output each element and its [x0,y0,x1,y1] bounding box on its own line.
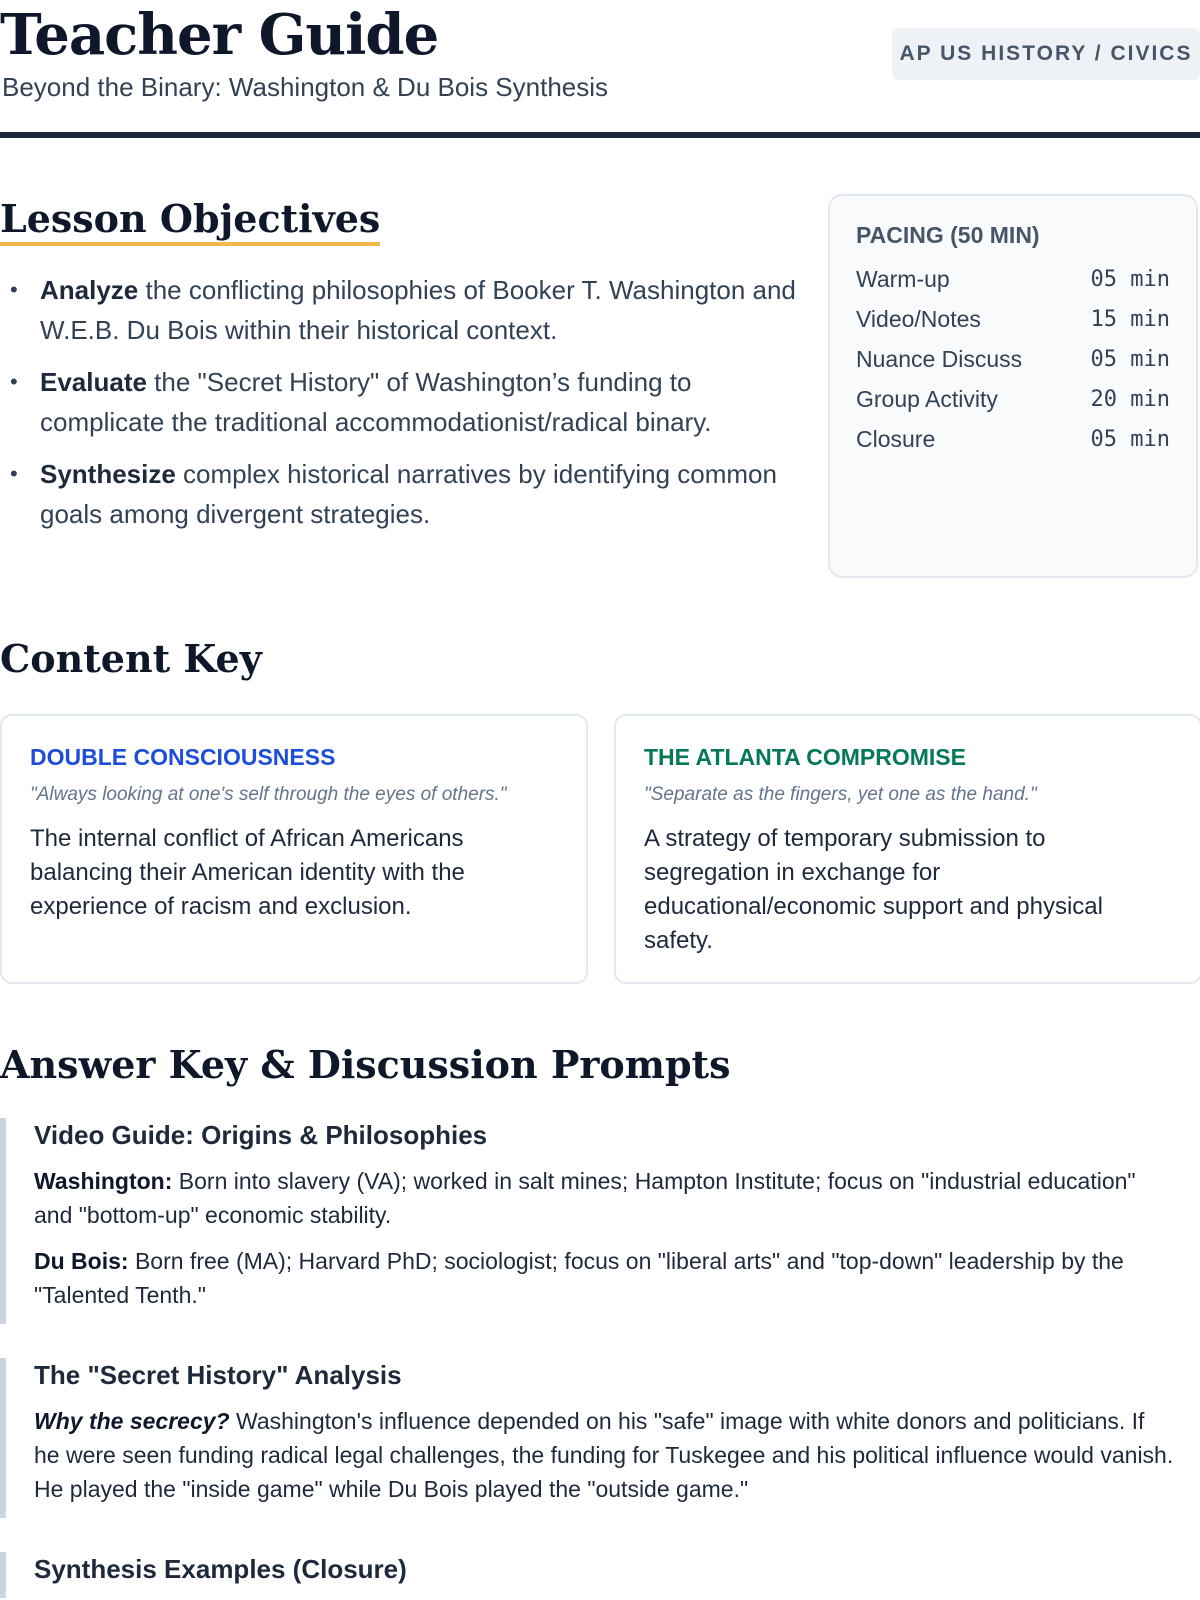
answer-block-title: Synthesis Examples (Closure) [34,1554,407,1584]
objective-item [0,454,800,534]
pacing-time: 05 min [1090,346,1170,372]
page-title: Teacher Guide [0,2,439,68]
answer-block-synthesis [0,1552,1200,1598]
answer-paragraph [34,1244,1200,1312]
concept-definition: A strategy of temporary submission to segregation in exchange for educational/economic support and physical safety. [644,825,1103,954]
objective-verb: Evaluate [40,367,147,397]
pacing-row [856,419,1170,459]
pacing-time: 05 min [1090,426,1170,452]
answer-text: Born free (MA); Harvard PhD; sociologist; focus on "liberal arts" and "top-down" leadership by the "Talented Tenth." [34,1248,1124,1308]
pacing-row [856,259,1170,299]
concept-title: THE ATLANTA COMPROMISE [644,744,966,770]
concept-card-double-consciousness [0,714,588,984]
pacing-title: PACING (50 MIN) [856,222,1040,248]
pacing-card [828,194,1198,578]
bullet-icon: • [10,277,18,302]
bullet-icon: • [10,461,18,486]
answer-key-heading: Answer Key & Discussion Prompts [0,1042,731,1087]
header-divider [0,132,1200,138]
pacing-row [856,299,1170,339]
concept-quote: "Always looking at one's self through the eyes of others." [30,784,507,805]
answer-lead: Why the secrecy? [34,1408,230,1434]
pacing-label: Warm-up [856,265,950,292]
answer-paragraph [34,1404,1200,1506]
concept-card-atlanta-compromise [614,714,1200,984]
objective-text: the conflicting philosophies of Booker T. Washington and W.E.B. Du Bois within their historical context. [40,275,796,345]
objective-item [0,270,800,350]
answer-text: Washington's influence depended on his "safe" image with white donors and politicians. If he were seen funding radical legal challenges, the funding for Tuskegee and his political influence would vanish. He played the "inside game" while Du Bois played the "outside game." [34,1408,1174,1502]
objective-verb: Synthesize [40,459,176,489]
objectives-heading: Lesson Objectives [0,196,380,246]
bullet-icon: • [10,369,18,394]
concept-definition: The internal conflict of African Americans balancing their American identity with the experience of racism and exclusion. [30,825,465,920]
answer-text: Born into slavery (VA); worked in salt mines; Hampton Institute; focus on "industrial education" and "bottom-up" economic stability. [34,1168,1136,1228]
pacing-label: Video/Notes [856,305,981,332]
answer-lead: Du Bois: [34,1248,129,1274]
answer-block-title: The "Secret History" Analysis [34,1360,402,1390]
answer-block-title: Video Guide: Origins & Philosophies [34,1120,488,1150]
pacing-label: Group Activity [856,385,998,412]
objective-text: the "Secret History" of Washington’s funding to complicate the traditional accommodationist/radical binary. [40,367,712,437]
course-badge: AP US HISTORY / CIVICS [892,28,1200,80]
concept-quote: "Separate as the fingers, yet one as the hand." [644,784,1037,805]
pacing-time: 05 min [1090,266,1170,292]
page-subtitle: Beyond the Binary: Washington & Du Bois Synthesis [2,72,609,102]
answer-block-video-guide [0,1118,1200,1324]
content-key-heading: Content Key [0,636,262,681]
pacing-time: 15 min [1090,306,1170,332]
page-header [0,0,1200,140]
pacing-row [856,379,1170,419]
answer-paragraph [34,1164,1200,1232]
objective-item [0,362,800,442]
pacing-row [856,339,1170,379]
pacing-label: Closure [856,425,936,452]
objective-verb: Analyze [40,275,139,305]
pacing-time: 20 min [1090,386,1170,412]
answer-block-secret-history [0,1358,1200,1518]
concept-title: DOUBLE CONSCIOUSNESS [30,744,336,770]
objective-text: complex historical narratives by identifying common goals among divergent strategies. [40,459,777,529]
objectives-list [0,270,800,546]
answer-lead: Washington: [34,1168,173,1194]
pacing-label: Nuance Discuss [856,345,1023,372]
